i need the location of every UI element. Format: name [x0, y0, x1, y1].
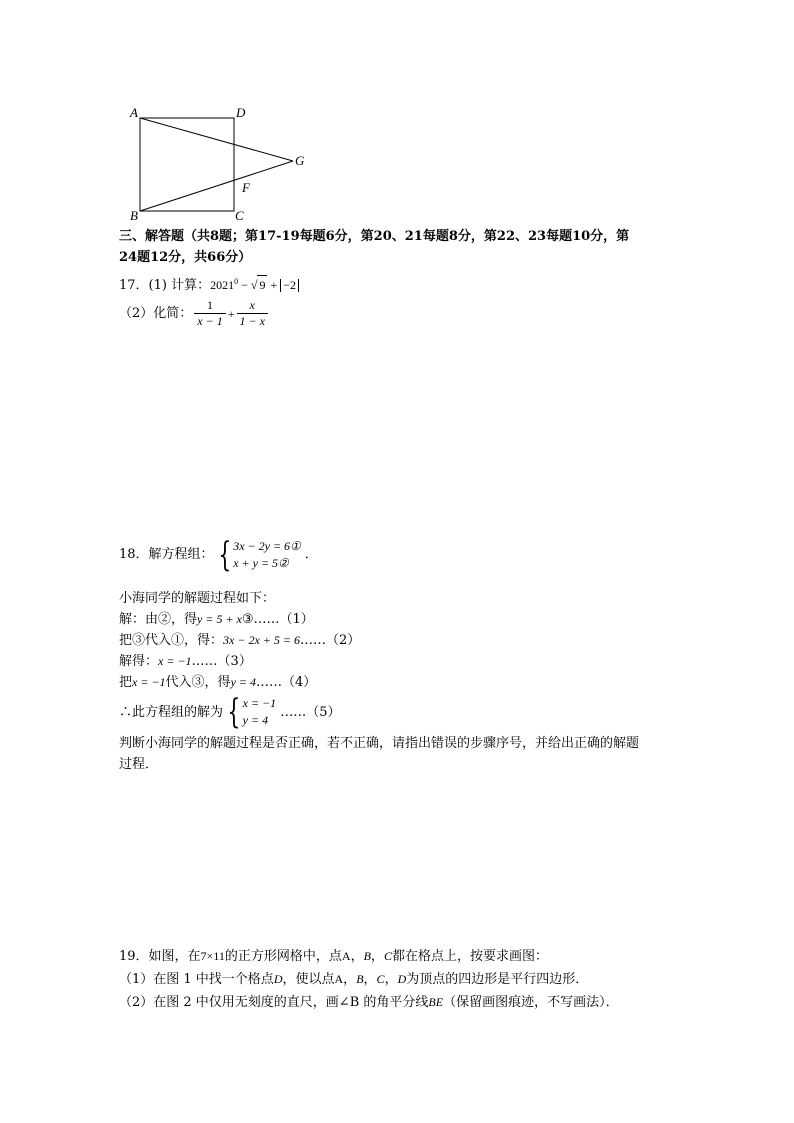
q19-line2-point-b: B: [356, 972, 364, 986]
q17-part2-prefix: （2）化简：: [119, 305, 193, 321]
q17-part1-prefix: 17．(1) 计算：: [119, 278, 211, 293]
q18-sol2: y = 4: [242, 713, 269, 727]
q19-line3-b: （保留画图痕迹，不写画法）．: [443, 995, 619, 1010]
fraction-1-denominator: x − 1: [194, 313, 225, 329]
q19-comma-2: ，: [370, 949, 384, 964]
q18-judge-line1: 判断小海同学的解题过程是否正确，若不正确，请指出错误的步骤序号，并给出正确的解题: [119, 736, 640, 751]
q19-line2-point-a: A: [334, 972, 344, 986]
q18-step2: [119, 630, 639, 651]
q19-point-b: B: [363, 949, 371, 963]
q19-grid-size: 7×11: [200, 949, 225, 963]
label-d: D: [236, 105, 246, 120]
q18-step4-math1: x = −1: [132, 675, 166, 689]
geometry-figure: [120, 100, 320, 225]
q19-line2-comma-2: ，: [363, 972, 377, 987]
q18-step2-math: 3x − 2x + 5 = 6: [223, 633, 300, 647]
label-b: B: [130, 208, 138, 223]
q18-step5: [119, 692, 639, 732]
q18-judge-line2: 过程．: [119, 757, 159, 772]
q18-step1: [119, 609, 639, 630]
q19-line1-b: 的正方形网格中，点: [224, 949, 342, 964]
q18-step4: [119, 672, 639, 693]
q19-line2-point-d: D: [397, 972, 407, 986]
q18-step1-tail: ③……（1）: [241, 612, 314, 627]
label-c: C: [235, 208, 244, 223]
q18-period: ．: [304, 547, 318, 562]
fraction-2-denominator: 1 − x: [237, 313, 268, 329]
fraction-1: [194, 298, 225, 329]
q19-line2-a: （1）在图 1 中找一个格点: [119, 972, 274, 987]
q17-base: 2021: [210, 278, 235, 292]
q19-line1-e: 都在格点上，按要求画图：: [391, 949, 548, 964]
q18-prefix: 18．解方程组：: [119, 547, 214, 562]
q19-line2-comma-1: ，: [343, 972, 357, 987]
section-header-line1: 三、解答题（共8题；第17-19每题6分，第20、21每题8分，第22、23每题10分，第: [119, 229, 630, 244]
q17-part2: [119, 298, 270, 329]
q18-step4-math2: y = 4: [230, 675, 256, 689]
segment-bg: [140, 161, 293, 211]
q19: [119, 945, 619, 1014]
q17-sqrt: 9: [257, 275, 267, 294]
q17-abs: −2: [280, 279, 299, 292]
q19-point-c: C: [383, 949, 392, 963]
q17-plus: +: [267, 278, 281, 292]
q18-system: [119, 535, 318, 575]
q18-eq1: 3x − 2y = 6①: [233, 539, 301, 553]
q18-step4-tail: ……（4）: [256, 675, 317, 690]
q17-part1: 17．(1) 计算：$2021^0$ − √ 9 + −2: [119, 273, 299, 295]
q18-step3-text: 解得：: [119, 654, 159, 669]
label-a: A: [130, 105, 138, 120]
q18-step1-text: 解：由②，得: [119, 612, 198, 627]
square-abcd: [140, 118, 234, 211]
q19-comma-1: ，: [350, 949, 364, 964]
q19-line2-b: ，使以点: [282, 972, 335, 987]
segment-ag: [140, 118, 293, 161]
q19-line2-f: 为顶点的四边形是平行四边形．: [406, 972, 589, 987]
q18-step2-text: 把③代入①，得：: [119, 633, 224, 648]
q17-minus: −: [238, 278, 251, 292]
q19-line3: [119, 991, 619, 1014]
q18-step5-text: ∴此方程组的解为: [119, 704, 224, 720]
q17-exp: 0: [234, 277, 239, 286]
left-brace: {: [217, 535, 231, 575]
section-header: [119, 228, 629, 267]
q19-line1: [119, 945, 619, 968]
q19-point-d: D: [273, 972, 283, 986]
q18-step1-math: y = 5 + x: [197, 612, 242, 626]
q19-line3-a: （2）在图 2 中仅用无刻度的直尺，画∠B 的角平分线: [119, 995, 429, 1010]
q18-intro: 小海同学的解题过程如下：: [119, 591, 276, 606]
q18-step3: [119, 651, 639, 672]
q19-point-a: A: [341, 949, 351, 963]
q18-step2-tail: ……（2）: [299, 633, 361, 648]
q18-step4-mid: 代入③，得: [165, 675, 231, 690]
fraction-1-numerator: 1: [207, 298, 213, 312]
label-f: F: [242, 180, 250, 195]
q19-line2-comma-3: ，: [384, 972, 398, 987]
q18-step4-text: 把: [119, 675, 133, 690]
label-g: G: [295, 153, 305, 168]
q18-sol1: x = −1: [242, 696, 277, 710]
q18-solution: [119, 588, 639, 775]
fraction-2: [237, 298, 268, 329]
q19-line2-point-c: C: [376, 972, 385, 986]
q19-bisector-be: BE: [428, 995, 444, 1009]
q18-step3-math: x = −1: [158, 654, 192, 668]
plus-sign: +: [227, 306, 235, 321]
q19-line1-a: 19．如图，在: [119, 949, 201, 964]
fraction-2-numerator: x: [249, 298, 255, 312]
q19-line2: [119, 968, 619, 991]
section-header-line2: 24题12分，共66分）: [119, 250, 252, 265]
q18-eq2: x + y = 5②: [233, 556, 289, 570]
solution-brace: {: [227, 692, 241, 732]
q18-step5-tail: ……（5）: [280, 704, 341, 720]
q18-step3-tail: ……（3）: [191, 654, 252, 669]
